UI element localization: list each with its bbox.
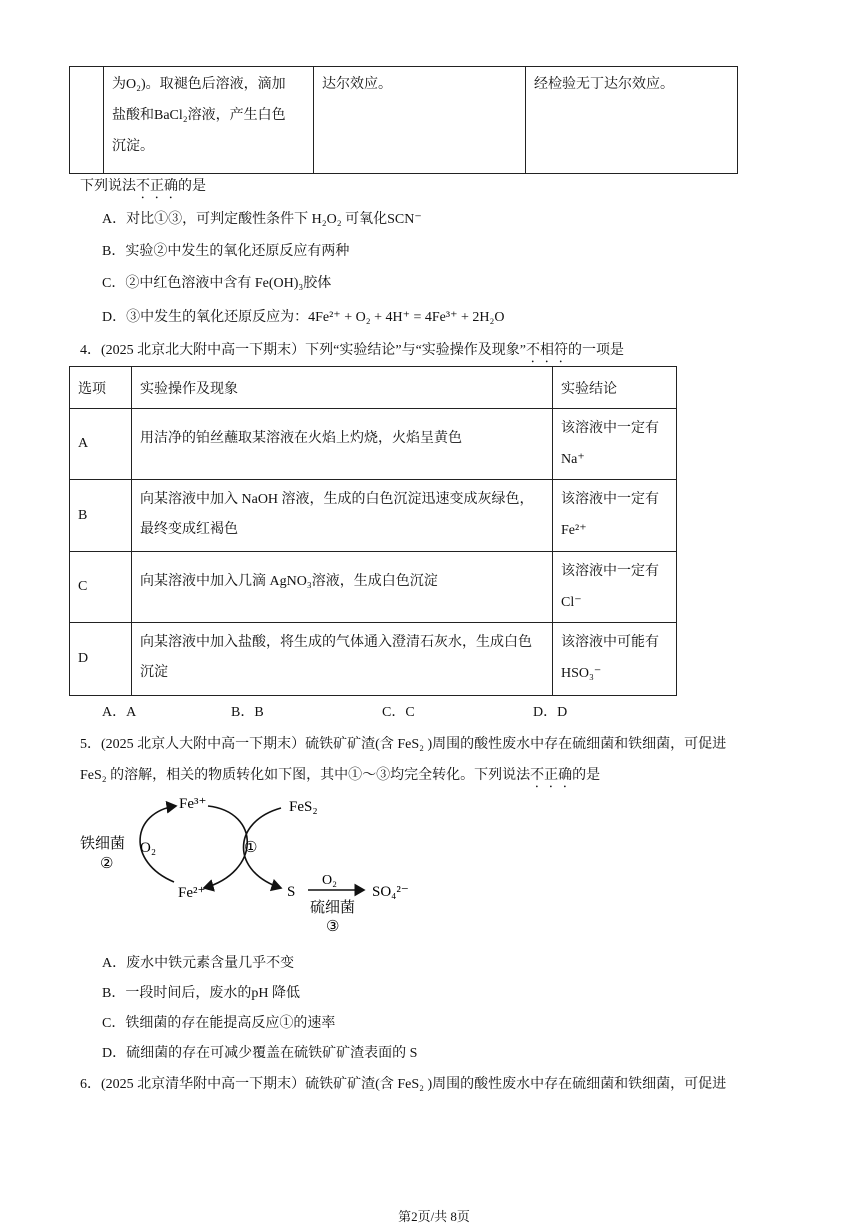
q4-row-a-conclusion-1: 该溶液中一定有	[561, 421, 659, 436]
top-table-col4-text: 经检验无丁达尔效应。	[534, 77, 674, 92]
q6-stem: 6．(2025 北京清华附中高一下期末）硫铁矿矿渣(含 FeS₂ )周围的酸性废水中存在硫细菌和铁细菌，可促进	[80, 1077, 727, 1092]
q4-row-d	[70, 623, 677, 696]
top-table-col4	[526, 67, 738, 174]
q4-answer-a: A．A	[102, 705, 137, 720]
q4-answer-c: C．C	[382, 705, 415, 720]
q4-row-a-operation: 用洁净的铂丝蘸取某溶液在火焰上灼烧，火焰呈黄色	[132, 409, 553, 480]
top-table	[69, 66, 738, 174]
q3-stem-emphasis: 不正确	[136, 179, 178, 194]
top-table-col2-line1: 为O₂)。取褪色后溶液，滴加	[112, 77, 286, 92]
q3-option-c: C．②中红色溶液中含有 Fe(OH)₃胶体	[102, 276, 332, 291]
label-s: S	[287, 884, 296, 900]
q5-cycle-diagram	[76, 792, 416, 940]
q3-option-a: A．对比①③，可判定酸性条件下 H₂O₂ 可氧化SCN⁻	[102, 212, 422, 227]
top-table-col3	[314, 67, 526, 174]
q4-row-d-operation: 向某溶液中加入盐酸，将生成的气体通入澄清石灰水，生成白色沉淀	[132, 623, 553, 696]
q4-row-b-operation: 向某溶液中加入 NaOH 溶液，生成的白色沉淀迅速变成灰绿色，最终变成红褐色	[132, 480, 553, 552]
q3-stem-post: 的是	[178, 179, 206, 194]
q4-stem	[80, 339, 624, 366]
q4-answer-b: B．B	[231, 705, 264, 720]
label-fe3: Fe³⁺	[179, 796, 207, 812]
arc-fe3-to-fe2	[204, 806, 247, 888]
label-circle-3: ③	[326, 919, 340, 935]
top-table-col2-line2: 盐酸和BaCl₂溶液，产生白色	[112, 108, 286, 123]
label-so4: SO₄²⁻	[372, 884, 409, 900]
q5-stem-post: 的是	[572, 768, 601, 783]
q4-table	[69, 366, 677, 696]
label-fes2: FeS₂	[289, 799, 318, 815]
q4-row-c	[70, 552, 677, 623]
top-table-col2-line3: 沉淀。	[112, 139, 154, 154]
q4-row-b	[70, 480, 677, 552]
q4-row-b-conclusion-2: Fe²⁺	[561, 523, 587, 538]
top-table-col2	[104, 67, 314, 174]
q4-row-c-conclusion-1: 该溶液中一定有	[561, 564, 659, 579]
q4-answer-d: D．D	[533, 705, 568, 720]
q5-stem-line1: 5．(2025 北京人大附中高一下期末）硫铁矿矿渣(含 FeS₂ )周围的酸性废水中存在硫细菌和铁细菌，可促进	[80, 737, 727, 752]
q4-row-d-conclusion-2: HSO₃⁻	[561, 666, 602, 681]
top-table-col1	[70, 67, 104, 174]
label-iron-bacteria: 铁细菌	[80, 836, 126, 852]
q3-stem	[80, 175, 206, 202]
q4-row-c-operation: 向某溶液中加入几滴 AgNO₃溶液，生成白色沉淀	[132, 552, 553, 623]
label-circle-2: ②	[100, 856, 114, 872]
q4-header-conclusion: 实验结论	[553, 367, 677, 409]
q5-option-b: B．一段时间后，废水的pH 降低	[102, 986, 300, 1001]
q4-row-c-option: C	[70, 552, 132, 623]
q4-stem-emphasis: 不相符	[526, 343, 569, 358]
q4-header-operation: 实验操作及现象	[132, 367, 553, 409]
q4-stem-post: 的一项是	[568, 343, 625, 358]
q5-stem-line2-pre: FeS₂ 的溶解，相关的物质转化如下图，其中①～③均完全转化。下列说法	[80, 768, 531, 783]
label-circle-1: ①	[244, 840, 258, 856]
q4-row-b-conclusion-1: 该溶液中一定有	[561, 492, 659, 507]
label-sulfur-bacteria: 硫细菌	[310, 900, 356, 916]
q3-stem-pre: 下列说法	[80, 179, 136, 194]
label-o2-left: O₂	[140, 840, 157, 856]
q5-stem-line2	[80, 764, 600, 791]
top-table-col3-text: 达尔效应。	[322, 77, 392, 92]
q4-row-b-option: B	[70, 480, 132, 552]
q5-stem-emphasis: 不正确	[530, 768, 573, 783]
q4-row-a-conclusion-2: Na⁺	[561, 452, 585, 467]
q4-header-option: 选项	[70, 367, 132, 409]
q5-option-d: D．硫细菌的存在可减少覆盖在硫铁矿矿渣表面的 S	[102, 1046, 418, 1061]
q4-row-d-conclusion-1: 该溶液中可能有	[561, 635, 659, 650]
q4-row-d-option: D	[70, 623, 132, 696]
q5-option-a: A．废水中铁元素含量几乎不变	[102, 956, 295, 971]
label-fe2: Fe²⁺	[178, 885, 206, 901]
q5-option-c: C．铁细菌的存在能提高反应①的速率	[102, 1016, 336, 1031]
q4-stem-pre: 4．(2025 北京北大附中高一下期末）下列“实验结论”与“实验操作及现象”	[80, 343, 527, 358]
q3-option-b: B．实验②中发生的氧化还原反应有两种	[102, 244, 350, 259]
q4-row-a	[70, 409, 677, 480]
label-o2-arrow: O₂	[322, 873, 337, 888]
q4-row-a-option: A	[70, 409, 132, 480]
q4-row-c-conclusion-2: Cl⁻	[561, 595, 582, 610]
page-footer: 第2页/共 8页	[398, 1209, 470, 1224]
q3-option-d: D．③中发生的氧化还原反应为：4Fe²⁺ + O₂ + 4H⁺ = 4Fe³⁺ + 2H₂O	[102, 310, 505, 325]
